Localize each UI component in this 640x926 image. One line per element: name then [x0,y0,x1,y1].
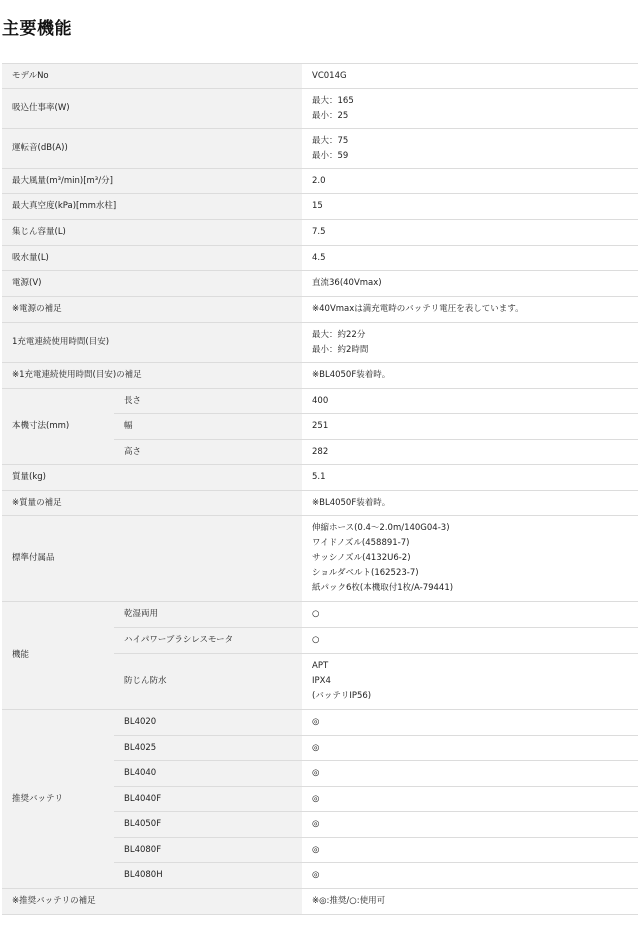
table-row-water-capacity [2,246,638,271]
row-sublabel: 防じん防水 [114,654,302,710]
row-sublabel: BL4080H [114,863,302,889]
row-value: 4.5 [302,246,638,271]
row-sublabel: 乾湿両用 [114,602,302,628]
value-line: IPX4 [312,676,331,686]
page-title: 主要機能 [2,19,72,39]
row-value [302,323,638,363]
row-sublabel: BL4080F [114,838,302,863]
value-line: 最大：165 [312,95,354,106]
row-label: ※電源の補足 [2,297,302,323]
table-row-runtime [2,323,638,363]
row-value: VC014G [302,64,638,89]
table-row-power [2,271,638,297]
accessory-item: 紙パック6枚(本機取付1枚/A-79441) [312,583,454,593]
table-row-battery-note [2,889,638,915]
row-sublabel: 幅 [114,414,302,440]
value-line: 最大：約22分 [312,329,366,340]
table-row-accessories [2,516,638,602]
row-label: 電源(V) [2,271,302,297]
row-value: ※40Vmaxは満充電時のバッテリ電圧を表しています。 [302,297,638,323]
row-label: 1充電連続使用時間(目安) [2,323,302,363]
table-row-dust-capacity [2,220,638,246]
row-value: ※BL4050F装着時。 [302,363,638,389]
row-value: 7.5 [302,220,638,246]
value-line: 最小：59 [312,150,349,161]
table-row-mass-note [2,491,638,516]
value-line: 最大：75 [312,135,349,146]
row-label: 本機寸法(mm) [2,389,114,465]
accessory-item: ショルダベルト(162523-7) [312,568,419,578]
row-value [302,516,638,602]
row-label: 吸込仕事率(W) [2,89,302,129]
table-row-dimensions-length [2,389,638,414]
row-label: 推奨バッテリ [2,710,114,889]
table-row-power-note [2,297,638,323]
accessory-item: ワイドノズル(458891-7) [312,538,410,548]
row-value: ○ [302,628,638,654]
row-value: ◎ [302,863,638,889]
row-sublabel: ハイパワーブラシレスモータ [114,628,302,654]
row-value: 2.0 [302,169,638,194]
row-label: ※推奨バッテリの補足 [2,889,302,915]
row-value [302,654,638,710]
row-label: モデルNo [2,64,302,89]
table-row-suction-power [2,89,638,129]
row-sublabel: 高さ [114,440,302,465]
row-label: 機能 [2,602,114,710]
accessory-item: 伸縮ホース(0.4〜2.0m/140G04-3) [312,523,450,533]
table-row-battery [2,710,638,736]
row-label: 最大風量(m³/min)[m³/分] [2,169,302,194]
row-label: ※質量の補足 [2,491,302,516]
row-sublabel: BL4025 [114,736,302,761]
table-row-airflow [2,169,638,194]
row-label: 運転音(dB(A)) [2,129,302,169]
row-value: ◎ [302,838,638,863]
row-value: 282 [302,440,638,465]
row-sublabel: 長さ [114,389,302,414]
row-value: 400 [302,389,638,414]
row-label: 吸水量(L) [2,246,302,271]
row-value: ◎ [302,736,638,761]
row-value [302,129,638,169]
value-line: 最小：25 [312,110,349,121]
table-row-runtime-note [2,363,638,389]
spec-table [2,63,638,915]
row-value: ※◎:推奨/○:使用可 [302,889,638,915]
row-value: 直流36(40Vmax) [302,271,638,297]
row-value: ◎ [302,812,638,838]
row-sublabel: BL4050F [114,812,302,838]
value-line: APT [312,661,329,671]
row-value: 15 [302,194,638,220]
table-row-noise [2,129,638,169]
accessory-item: サッシノズル(4132U6-2) [312,553,411,563]
row-label: ※1充電連続使用時間(目安)の補足 [2,363,302,389]
table-row-vacuum [2,194,638,220]
row-label: 質量(kg) [2,465,302,491]
row-sublabel: BL4020 [114,710,302,736]
row-value [302,89,638,129]
row-value: ◎ [302,787,638,812]
value-line: 最小：約2時間 [312,344,369,355]
row-value: ◎ [302,761,638,787]
row-value: 251 [302,414,638,440]
row-value: ◎ [302,710,638,736]
row-label: 標準付属品 [2,516,302,602]
table-row-feature-wet-dry [2,602,638,628]
row-sublabel: BL4040F [114,787,302,812]
row-value: 5.1 [302,465,638,491]
table-row-model [2,64,638,89]
row-value: ※BL4050F装着時。 [302,491,638,516]
table-row-mass [2,465,638,491]
row-label: 集じん容量(L) [2,220,302,246]
row-sublabel: BL4040 [114,761,302,787]
value-line: (バッテリIP56) [312,691,372,701]
row-label: 最大真空度(kPa)[mm水柱] [2,194,302,220]
row-value: ○ [302,602,638,628]
